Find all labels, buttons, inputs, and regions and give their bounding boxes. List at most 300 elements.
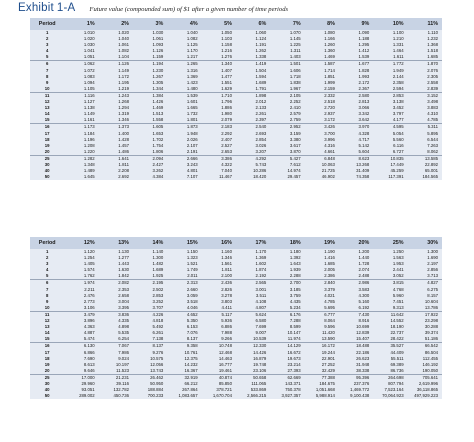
value-cell: 5.624 bbox=[255, 311, 267, 317]
value-cell: 2.410 bbox=[289, 105, 301, 111]
value-cell: 112.455 bbox=[422, 355, 438, 361]
value-cell: 1.643 bbox=[289, 261, 301, 267]
value-cell: 9.313 bbox=[373, 305, 407, 312]
value-cell: 2.986 bbox=[358, 280, 370, 286]
value-cell: 1.457 bbox=[118, 142, 129, 148]
value-cell: 705.641 bbox=[422, 374, 438, 380]
value-cell: 1.811 bbox=[118, 161, 129, 167]
value-cell: 7.107 bbox=[186, 174, 198, 180]
value-cell: 1.149 bbox=[118, 67, 129, 73]
value-cell: 7.138 bbox=[133, 336, 167, 343]
value-cell: 497,929.223 bbox=[414, 393, 438, 399]
value-cell: 74.358 bbox=[356, 174, 370, 180]
value-cell: 55.511 bbox=[390, 355, 404, 361]
value-cell: 1.105 bbox=[64, 86, 98, 93]
value-cell: 2.211 bbox=[84, 286, 95, 292]
value-cell: 8.137 bbox=[152, 343, 164, 349]
value-cell: 40.874 bbox=[218, 374, 232, 380]
value-cell: 1.486 bbox=[99, 149, 133, 156]
value-cell: 13.743 bbox=[133, 368, 167, 375]
exhibit-label bbox=[18, 2, 75, 14]
value-cell: 4.768 bbox=[392, 286, 404, 292]
value-cell: 1.082 bbox=[186, 36, 198, 42]
value-cell: 4.435 bbox=[289, 298, 301, 304]
future-value-table-1 bbox=[30, 18, 442, 180]
value-cell: 4.335 bbox=[118, 318, 129, 324]
value-cell: 1.791 bbox=[236, 86, 270, 93]
value-cell: 1.172 bbox=[118, 73, 129, 79]
value-cell: 3.004 bbox=[118, 298, 129, 304]
value-cell: 12.056 bbox=[150, 361, 164, 367]
value-cell: 2.107 bbox=[186, 142, 198, 148]
value-cell: 3.970 bbox=[358, 124, 370, 130]
value-cell: 3.066 bbox=[358, 105, 370, 111]
value-cell: 2.427 bbox=[152, 161, 164, 167]
value-cell: 3.252 bbox=[152, 298, 164, 304]
value-cell: 4.177 bbox=[373, 117, 407, 124]
value-cell: 1.104 bbox=[99, 54, 133, 61]
value-cell: 2.658 bbox=[118, 292, 129, 298]
period-cell: 30 bbox=[44, 161, 50, 167]
value-cell: 1.539 bbox=[339, 54, 373, 61]
value-cell: 2.208 bbox=[118, 168, 129, 174]
value-cell: 7.076 bbox=[186, 330, 198, 336]
value-cell: 13.590 bbox=[305, 336, 339, 343]
period-cell: 13 bbox=[44, 105, 50, 111]
value-cell: 77.388 bbox=[321, 374, 335, 380]
value-cell: 19.461 bbox=[202, 368, 236, 375]
value-cell: 3.379 bbox=[324, 286, 335, 292]
table-row bbox=[30, 368, 442, 375]
period-cell: 7 bbox=[45, 67, 49, 73]
value-cell: 1.594 bbox=[255, 73, 267, 79]
value-cell: 14.463 bbox=[218, 355, 232, 361]
value-cell: 8.623 bbox=[358, 155, 370, 161]
value-cell: 46.902 bbox=[321, 174, 335, 180]
value-cell: 2.172 bbox=[358, 79, 370, 85]
value-cell: 4.384 bbox=[152, 174, 164, 180]
value-cell: 2.666 bbox=[186, 155, 198, 161]
value-cell: 5.160 bbox=[358, 298, 370, 304]
value-cell: 1.267 bbox=[152, 73, 164, 79]
value-cell: 2.436 bbox=[221, 280, 232, 286]
value-cell: 18.190 bbox=[390, 324, 404, 330]
value-cell: 1.060 bbox=[255, 30, 267, 35]
period-cell: 20 bbox=[30, 368, 64, 375]
value-cell: 2.692 bbox=[118, 174, 129, 180]
value-cell: 2.192 bbox=[236, 273, 270, 280]
value-cell: 1.346 bbox=[221, 255, 232, 261]
table-row bbox=[30, 336, 442, 343]
value-cell: 3.713 bbox=[408, 273, 442, 280]
value-cell: 8.157 bbox=[427, 292, 438, 298]
value-cell: 6.176 bbox=[289, 311, 301, 317]
value-cell: 16.777 bbox=[218, 361, 232, 367]
value-cell: 5.743 bbox=[255, 161, 267, 167]
value-cell: 2.332 bbox=[324, 92, 335, 98]
value-cell: 1.419 bbox=[255, 61, 267, 67]
value-cell: 1.851 bbox=[324, 73, 335, 79]
value-cell: 3.106 bbox=[64, 305, 98, 312]
period-cell: 20 bbox=[30, 149, 64, 156]
value-cell: 12.330 bbox=[253, 343, 267, 349]
value-cell: 2.853 bbox=[152, 292, 164, 298]
value-cell: 1.939 bbox=[289, 267, 301, 273]
value-cell: 4.818 bbox=[152, 318, 164, 324]
period-cell: 11 bbox=[44, 92, 50, 98]
value-cell: 3.883 bbox=[427, 105, 438, 111]
value-cell: 1.993 bbox=[358, 73, 370, 79]
value-cell: 7.612 bbox=[289, 161, 301, 167]
value-cell: 2.813 bbox=[358, 99, 370, 105]
value-cell: 2.012 bbox=[255, 99, 267, 105]
value-cell: 2,566.215 bbox=[247, 393, 267, 399]
table-row bbox=[30, 374, 442, 381]
value-cell: 2.856 bbox=[427, 267, 438, 273]
value-cell: 7.288 bbox=[289, 318, 301, 324]
value-cell: 1.300 bbox=[152, 255, 164, 261]
value-cell: 1.464 bbox=[392, 48, 404, 54]
table-row bbox=[30, 124, 442, 131]
value-cell: 1.093 bbox=[152, 42, 164, 48]
value-cell: 6.254 bbox=[99, 336, 133, 343]
value-cell: 2.700 bbox=[289, 280, 301, 286]
value-cell: 29.457 bbox=[287, 174, 301, 180]
value-cell: 31.948 bbox=[356, 361, 370, 367]
value-cell: 2.197 bbox=[427, 261, 438, 267]
value-cell: 3.996 bbox=[324, 136, 335, 142]
value-cell: 66.542 bbox=[424, 343, 438, 349]
value-cell: 2.094 bbox=[152, 155, 164, 161]
value-cell: 10.761 bbox=[184, 349, 198, 355]
value-cell: 1.232 bbox=[427, 36, 438, 42]
value-cell: 2.773 bbox=[83, 298, 95, 304]
value-cell: 1.180 bbox=[289, 249, 301, 254]
value-cell: 65.001 bbox=[424, 168, 438, 174]
value-cell: 9.007 bbox=[255, 330, 267, 336]
value-cell: 1.403 bbox=[270, 54, 304, 61]
value-cell: 2.105 bbox=[289, 92, 301, 98]
value-cell: 1.601 bbox=[186, 99, 198, 105]
value-cell: 5.895 bbox=[427, 130, 438, 136]
value-cell: 1.070 bbox=[289, 30, 301, 35]
value-cell: 8.062 bbox=[408, 149, 442, 156]
value-cell: 4.652 bbox=[186, 311, 198, 317]
value-cell: 9.266 bbox=[202, 336, 236, 343]
value-cell: 1.323 bbox=[186, 255, 198, 261]
value-cell: 1.369 bbox=[186, 73, 198, 79]
period-cell: 16 bbox=[44, 124, 50, 130]
value-cell: 1.513 bbox=[152, 111, 164, 117]
value-cell: 4.300 bbox=[358, 292, 370, 298]
value-cell: 1,469.772 bbox=[350, 387, 370, 393]
value-cell: 1.999 bbox=[324, 79, 335, 85]
value-cell: 1.949 bbox=[392, 67, 404, 73]
value-cell: 1.948 bbox=[186, 130, 198, 136]
value-cell: 23.214 bbox=[287, 361, 301, 367]
value-cell: 10.604 bbox=[424, 298, 438, 304]
value-cell: 3.386 bbox=[221, 155, 232, 161]
value-cell: 4.292 bbox=[255, 155, 267, 161]
value-cell: 2.074 bbox=[358, 267, 370, 273]
value-cell: 2.261 bbox=[255, 111, 267, 117]
value-cell: 1,670.704 bbox=[212, 393, 232, 399]
value-cell: 1.689 bbox=[255, 79, 267, 85]
value-cell: 3.759 bbox=[289, 292, 301, 298]
column-header-rate: 1% bbox=[64, 18, 98, 30]
value-cell: 184.565 bbox=[422, 174, 438, 180]
value-cell: 3.815 bbox=[392, 280, 404, 286]
value-cell: 1.690 bbox=[427, 255, 438, 261]
value-cell: 1.641 bbox=[118, 155, 129, 161]
value-cell: 1.277 bbox=[118, 255, 129, 261]
value-cell: 4.661 bbox=[305, 149, 339, 156]
value-cell: 1.159 bbox=[133, 54, 167, 61]
value-cell: 13.268 bbox=[356, 161, 370, 167]
value-cell: 5.535 bbox=[118, 330, 129, 336]
value-cell: 2.288 bbox=[270, 273, 304, 280]
value-cell: 14.974 bbox=[287, 168, 301, 174]
value-cell: 11.523 bbox=[99, 368, 133, 375]
value-cell: 3.278 bbox=[221, 292, 232, 298]
value-cell: 2.488 bbox=[339, 273, 373, 280]
value-cell: 1.300 bbox=[427, 249, 438, 254]
period-cell: 30 bbox=[44, 380, 50, 386]
exhibit-word: Exhibit bbox=[18, 2, 54, 14]
value-cell: 8.064 bbox=[324, 318, 335, 324]
value-cell: 1.216 bbox=[221, 48, 232, 54]
value-cell: 19.748 bbox=[253, 361, 267, 367]
value-cell: 11.642 bbox=[390, 311, 404, 317]
value-cell: 1.030 bbox=[152, 30, 164, 35]
value-cell: 1.405 bbox=[83, 261, 95, 267]
value-cell: 146.192 bbox=[422, 361, 438, 367]
value-cell: 2.144 bbox=[392, 73, 404, 79]
value-cell: 11.974 bbox=[270, 336, 304, 343]
value-cell: 15.407 bbox=[339, 336, 373, 343]
value-cell: 1.166 bbox=[324, 36, 335, 42]
period-cell: 6 bbox=[45, 61, 49, 67]
value-cell: 38.338 bbox=[339, 368, 373, 375]
column-header-rate: 20% bbox=[339, 237, 373, 249]
value-cell: 2.386 bbox=[305, 273, 339, 280]
value-cell: 4.717 bbox=[358, 136, 370, 142]
value-cell: 18.488 bbox=[356, 343, 370, 349]
value-cell: 14.129 bbox=[287, 343, 301, 349]
table-header-row bbox=[30, 237, 442, 249]
value-cell: 86.504 bbox=[424, 349, 438, 355]
value-cell: 2.502 bbox=[152, 286, 164, 292]
table-row bbox=[30, 155, 442, 162]
column-header-rate: 2% bbox=[99, 18, 133, 30]
value-cell: 1.145 bbox=[289, 36, 301, 42]
value-cell: 2.759 bbox=[270, 117, 304, 124]
value-cell: 3.896 bbox=[83, 318, 95, 324]
period-cell: 14 bbox=[44, 111, 50, 117]
value-cell: 3.870 bbox=[270, 149, 304, 156]
value-cell: 66.212 bbox=[184, 380, 198, 386]
value-cell: 1.188 bbox=[358, 36, 370, 42]
value-cell: 5.695 bbox=[305, 305, 339, 312]
value-cell: 1.611 bbox=[373, 54, 407, 61]
value-cell: 27.393 bbox=[270, 368, 304, 375]
value-cell: 1.230 bbox=[152, 67, 164, 73]
value-cell: 62.669 bbox=[287, 374, 301, 380]
value-cell: 2.720 bbox=[324, 105, 335, 111]
value-cell: 50.658 bbox=[253, 374, 267, 380]
value-cell: 1.501 bbox=[289, 61, 301, 67]
value-cell: 30.288 bbox=[424, 324, 438, 330]
value-cell: 1.886 bbox=[221, 105, 232, 111]
value-cell: 1.295 bbox=[358, 42, 370, 48]
value-cell: 5.492 bbox=[152, 324, 164, 330]
value-cell: 1.665 bbox=[186, 105, 198, 111]
value-cell: 2,619.996 bbox=[418, 380, 438, 386]
value-cell: 4.827 bbox=[427, 280, 438, 286]
value-cell: 2.854 bbox=[255, 136, 267, 142]
value-cell: 10.197 bbox=[115, 361, 129, 367]
value-cell: 188.884 bbox=[147, 387, 164, 393]
value-cell: 2.653 bbox=[202, 149, 236, 156]
value-cell: 2.441 bbox=[392, 267, 404, 273]
value-cell: 7.263 bbox=[427, 142, 438, 148]
value-cell: 1.428 bbox=[118, 136, 129, 142]
value-cell: 1.268 bbox=[118, 99, 129, 105]
value-cell: 1.967 bbox=[270, 86, 304, 93]
value-cell: 3.207 bbox=[236, 149, 270, 156]
value-cell: 2.011 bbox=[167, 273, 201, 280]
value-cell: 5.234 bbox=[270, 305, 304, 312]
value-cell: 28.422 bbox=[373, 336, 407, 343]
value-cell: 16.367 bbox=[167, 368, 201, 375]
value-cell: 1.120 bbox=[83, 249, 95, 254]
value-cell: 3.426 bbox=[324, 124, 335, 130]
value-cell: 1.170 bbox=[186, 48, 198, 54]
value-cell: 3.511 bbox=[255, 292, 267, 298]
value-cell: 1.130 bbox=[118, 249, 129, 254]
value-cell: 6.544 bbox=[427, 136, 438, 142]
value-cell: 2.358 bbox=[392, 79, 404, 85]
value-cell: 16.879 bbox=[253, 355, 267, 361]
value-cell: 750.378 bbox=[285, 387, 301, 393]
value-cell: 7.451 bbox=[392, 298, 404, 304]
value-cell: 1.040 bbox=[186, 30, 198, 35]
value-cell: 2.527 bbox=[221, 142, 232, 148]
column-header-rate: 4% bbox=[167, 18, 201, 30]
period-cell: 40 bbox=[44, 168, 50, 174]
value-cell: 1.094 bbox=[83, 79, 95, 85]
value-cell: 7.690 bbox=[83, 355, 95, 361]
period-cell: 2 bbox=[45, 255, 49, 261]
period-cell: 16 bbox=[44, 343, 50, 349]
period-cell: 4 bbox=[45, 48, 49, 54]
column-header-rate: 25% bbox=[373, 237, 407, 249]
value-cell: 1.062 bbox=[83, 61, 95, 67]
value-cell: 3.052 bbox=[373, 273, 407, 280]
value-cell: 2.076 bbox=[427, 67, 438, 73]
value-cell: 2.353 bbox=[118, 286, 129, 292]
value-cell: 1.051 bbox=[64, 54, 98, 61]
period-cell: 4 bbox=[45, 267, 49, 273]
value-cell: 9.646 bbox=[64, 368, 98, 375]
value-cell: 1.082 bbox=[118, 48, 129, 54]
value-cell: 1.870 bbox=[427, 61, 438, 67]
value-cell: 10.539 bbox=[236, 336, 270, 343]
column-header-rate: 9% bbox=[339, 18, 373, 30]
value-cell: 1.838 bbox=[289, 79, 301, 85]
value-cell: 117.391 bbox=[388, 174, 404, 180]
value-cell: 4.411 bbox=[202, 305, 236, 312]
value-cell: 1.469 bbox=[305, 54, 339, 61]
value-cell: 1.200 bbox=[358, 249, 370, 254]
value-cell: 1.160 bbox=[221, 249, 232, 254]
value-cell: 1.124 bbox=[255, 36, 267, 42]
value-cell: 1.629 bbox=[202, 86, 236, 93]
value-cell: 1.319 bbox=[118, 111, 129, 117]
value-cell: 1.040 bbox=[118, 36, 129, 42]
value-cell: 6.848 bbox=[324, 155, 335, 161]
value-cell: 1.368 bbox=[427, 42, 438, 48]
table-body bbox=[30, 30, 442, 180]
value-cell: 1.710 bbox=[221, 92, 232, 98]
value-cell: 2.252 bbox=[289, 99, 301, 105]
value-cell: 2.079 bbox=[202, 117, 236, 124]
period-cell: 3 bbox=[45, 42, 49, 48]
value-cell: 1.749 bbox=[186, 267, 198, 273]
value-cell: 1.551 bbox=[221, 79, 232, 85]
table-header-row bbox=[30, 18, 442, 30]
value-cell: 22.901 bbox=[321, 355, 335, 361]
value-cell: 1,083.657 bbox=[178, 393, 198, 399]
value-cell: 2.693 bbox=[255, 130, 267, 136]
value-cell: 143.371 bbox=[285, 380, 301, 386]
value-cell: 5.960 bbox=[392, 292, 404, 298]
value-cell: 1.010 bbox=[83, 30, 95, 35]
period-cell: 19 bbox=[44, 142, 50, 148]
value-cell: 1.210 bbox=[392, 36, 404, 42]
value-cell: 19.244 bbox=[321, 349, 335, 355]
value-cell: 2.594 bbox=[373, 86, 407, 93]
value-cell: 8.613 bbox=[83, 361, 95, 367]
value-cell: 264.698 bbox=[388, 374, 404, 380]
period-cell: 17 bbox=[44, 130, 50, 136]
value-cell: 1.563 bbox=[392, 255, 404, 261]
value-cell: 1.195 bbox=[118, 79, 129, 85]
value-cell: 1.806 bbox=[133, 149, 167, 156]
value-cell: 1.980 bbox=[221, 111, 232, 117]
value-cell: 1.482 bbox=[152, 261, 164, 267]
value-cell: 1.732 bbox=[186, 111, 198, 117]
value-cell: 3.342 bbox=[358, 111, 370, 117]
value-cell: 4.021 bbox=[324, 292, 335, 298]
value-cell: 2.840 bbox=[324, 280, 335, 286]
value-cell: 9.358 bbox=[186, 343, 198, 349]
period-cell: 50 bbox=[44, 393, 50, 399]
period-cell: 40 bbox=[44, 387, 50, 393]
value-cell: 6.192 bbox=[339, 305, 373, 312]
column-header-rate: 6% bbox=[236, 18, 270, 30]
value-cell: 1.030 bbox=[83, 42, 95, 48]
value-cell: 1.384 bbox=[152, 92, 164, 98]
value-cell: 1.140 bbox=[152, 249, 164, 254]
column-header-period: Period bbox=[30, 237, 64, 249]
column-header-rate: 8% bbox=[305, 18, 339, 30]
value-cell: 1.050 bbox=[221, 30, 232, 35]
value-cell: 12.468 bbox=[218, 349, 232, 355]
column-header-rate: 3% bbox=[133, 18, 167, 30]
value-cell: 1.842 bbox=[99, 273, 133, 280]
value-cell: 289.002 bbox=[79, 393, 95, 399]
